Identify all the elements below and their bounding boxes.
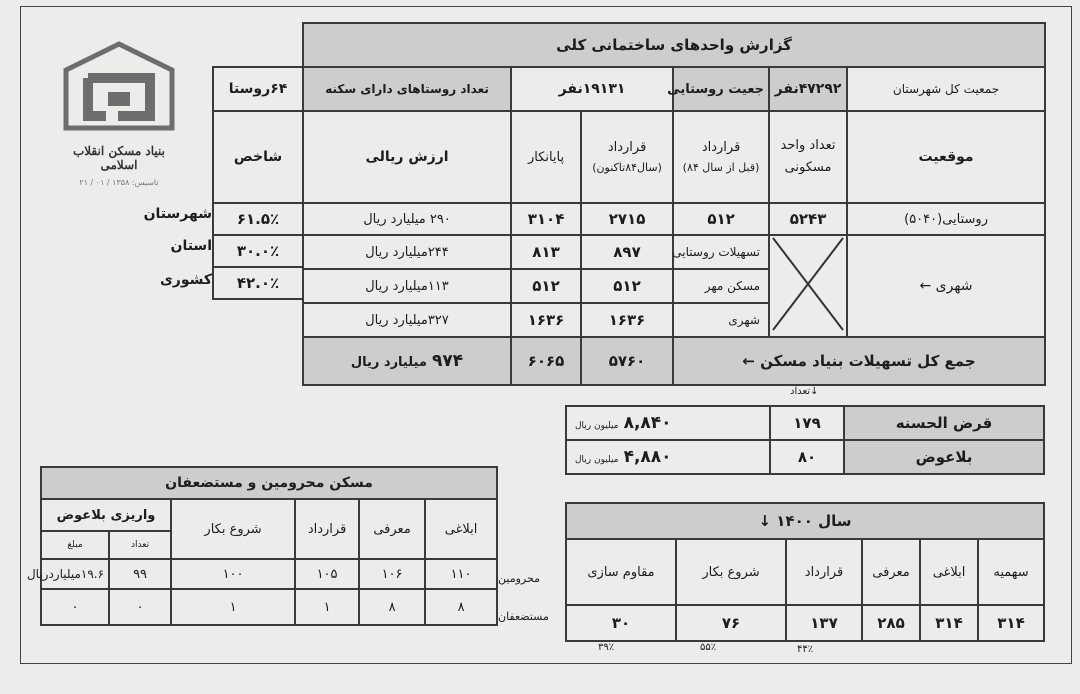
rural-population-value: ۱۹۱۳۱نفر — [511, 67, 673, 111]
deprived-header-contract: قرارداد — [295, 499, 359, 559]
county-population-value: ۴۷۲۹۲نفر — [769, 67, 847, 111]
facility-table — [302, 234, 1046, 386]
total-contract: ۵۷۶۰ — [581, 337, 673, 385]
total-label: جمع کل تسهیلات بنیاد مسکن ← — [673, 337, 1045, 385]
facility-contract-rural: ۸۹۷ — [581, 235, 673, 269]
villages-value: ۶۴روستا — [213, 67, 303, 111]
loan-count-grant: ۸۰ — [770, 440, 844, 474]
year1400-title: سال ۱۴۰۰ ↓ — [566, 503, 1044, 539]
header-contract-before — [673, 111, 769, 203]
logo-org-name: بنیاد مسکن انقلاب اسلامی — [72, 144, 166, 172]
index-province: ۳۰.۰٪ — [213, 235, 303, 267]
deprived-row2-introduced: ۸ — [359, 589, 425, 625]
urban-label: شهری ← — [847, 235, 1045, 337]
year1400-header-strengthening: مقاوم سازی — [566, 539, 676, 605]
year1400-header-started: شروع بکار — [676, 539, 786, 605]
header-contract-after-l1: قرارداد — [607, 140, 647, 155]
urban-units-crossed — [769, 235, 847, 337]
facility-completed-mehr: ۵۱۲ — [511, 269, 581, 303]
facility-completed-rural: ۸۱۳ — [511, 235, 581, 269]
year1400-notified: ۳۱۴ — [920, 605, 978, 641]
loans-count-note: تعداد↓ — [790, 386, 819, 397]
side-label-province: استان — [170, 238, 212, 254]
loan-count-qard: ۱۷۹ — [770, 406, 844, 440]
header-contract-after — [581, 111, 673, 203]
header-unit-count: تعداد واحد مسکونی — [769, 111, 847, 203]
year1400-introduced: ۲۸۵ — [862, 605, 920, 641]
total-value-unit: میلیارد ریال — [350, 355, 427, 370]
house-logo-icon — [58, 40, 180, 140]
main-report-table — [302, 22, 1046, 236]
facility-value-mehr: ۱۱۳میلیارد ریال — [303, 269, 511, 303]
year1400-percent-strengthening: ۳۹٪ — [598, 642, 615, 653]
total-value — [303, 337, 511, 385]
rural-population-label: جعیت روستایی — [673, 67, 769, 111]
county-population-label: جمعیت کل شهرستان — [847, 67, 1045, 111]
facility-label-rural: تسهیلات روستایی — [673, 235, 769, 269]
loan-amount-grant-cell — [566, 440, 770, 474]
deprived-row1-contract: ۱۰۵ — [295, 559, 359, 589]
facility-value-urban: ۳۲۷میلیارد ریال — [303, 303, 511, 337]
loan-label-qard: قرض الحسنه — [844, 406, 1044, 440]
header-rial-value: ارزش ریالی — [303, 111, 511, 203]
deprived-housing-table — [26, 466, 498, 626]
facility-contract-mehr: ۵۱۲ — [581, 269, 673, 303]
deprived-header-introduced: معرفی — [359, 499, 425, 559]
deprived-row2-count: ۰ — [109, 589, 171, 625]
facility-label-mehr: مسکن مهر — [673, 269, 769, 303]
facility-completed-urban: ۱۶۳۶ — [511, 303, 581, 337]
loan-amount-qard: ۸,۸۴۰ — [623, 413, 672, 433]
index-national: ۴۲.۰٪ — [213, 267, 303, 299]
year1400-percent-contract: ۴۴٪ — [797, 644, 814, 655]
year1400-percent-started: ۵۵٪ — [700, 642, 717, 653]
header-completed: پایانکار — [511, 111, 581, 203]
rural-row-contract-before: ۵۱۲ — [673, 203, 769, 235]
year1400-table — [565, 502, 1045, 642]
villages-value-box — [212, 66, 304, 112]
deprived-row1-started: ۱۰۰ — [171, 559, 295, 589]
year1400-strengthening: ۳۰ — [566, 605, 676, 641]
deprived-header-grant: واریزی بلاعوض — [41, 499, 171, 531]
loan-label-grant: بلاعوض — [844, 440, 1044, 474]
deprived-row2-amount: ۰ — [41, 589, 109, 625]
rural-row-value: ۲۹۰ میلیارد ریال — [303, 203, 511, 235]
year1400-contract: ۱۳۷ — [786, 605, 862, 641]
rural-row-index: ۶۱.۵٪ — [213, 203, 303, 235]
year1400-header-contract: قرارداد — [786, 539, 862, 605]
year1400-started: ۷۶ — [676, 605, 786, 641]
total-completed: ۶۰۶۵ — [511, 337, 581, 385]
deprived-row2-contract: ۱ — [295, 589, 359, 625]
loan-unit-qard: میلیون ریال — [575, 421, 619, 431]
deprived-header-grant-amount: مبلغ — [41, 531, 109, 559]
header-contract-after-l2: (سال۸۴تاکنون) — [592, 161, 662, 174]
deprived-header-grant-count: تعداد — [109, 531, 171, 559]
header-index: شاخص — [213, 111, 303, 203]
villages-label: تعداد روستاهای دارای سکنه — [303, 67, 511, 111]
logo-subtext: تاسیس: ۱۳۵۸ / ۰۱ / ۲۱ — [79, 178, 159, 187]
year1400-header-introduced: معرفی — [862, 539, 920, 605]
deprived-row1-amount: ۱۹.۶میلیاردریال — [41, 559, 109, 589]
rural-row-label: روستایی(۵۰۴۰) — [847, 203, 1045, 235]
side-label-national: کشوری — [159, 272, 212, 288]
deprived-row2-started: ۱ — [171, 589, 295, 625]
rural-row-completed: ۳۱۰۴ — [511, 203, 581, 235]
deprived-row2-label: مستضعفان — [498, 610, 549, 623]
report-title: گزارش واحدهای ساختمانی کلی — [303, 23, 1045, 67]
facility-label-urban: شهری — [673, 303, 769, 337]
foundation-logo — [58, 40, 180, 190]
index-column — [212, 110, 304, 236]
year1400-header-quota: سهمیه — [978, 539, 1044, 605]
loan-amount-qard-cell — [566, 406, 770, 440]
deprived-row1-notified: ۱۱۰ — [425, 559, 497, 589]
deprived-row1-label: محرومین — [498, 572, 540, 585]
header-contract-before-l1: قرارداد — [701, 140, 741, 155]
deprived-row2-notified: ۸ — [425, 589, 497, 625]
facility-contract-urban: ۱۶۳۶ — [581, 303, 673, 337]
deprived-header-started: شروع بکار — [171, 499, 295, 559]
facility-value-rural: ۲۴۴میلیارد ریال — [303, 235, 511, 269]
header-contract-before-l2: (قبل از سال ۸۴) — [682, 161, 760, 174]
loan-amount-grant: ۴,۸۸۰ — [623, 447, 672, 467]
year1400-header-notified: ابلاغی — [920, 539, 978, 605]
cross-mark-icon — [771, 236, 845, 332]
deprived-header-notified: ابلاغی — [425, 499, 497, 559]
loan-unit-grant: میلیون ریال — [575, 455, 619, 465]
deprived-row1-count: ۹۹ — [109, 559, 171, 589]
loans-table — [565, 405, 1045, 475]
header-location: موقعیت — [847, 111, 1045, 203]
side-label-county: شهرستان — [143, 206, 212, 222]
deprived-title: مسکن محرومین و مستضعفان — [41, 467, 497, 499]
rural-row-units: ۵۲۴۳ — [769, 203, 847, 235]
index-extra-cells — [212, 234, 304, 300]
total-value-number: ۹۷۴ — [432, 351, 464, 371]
deprived-row1-introduced: ۱۰۶ — [359, 559, 425, 589]
rural-row-contract-after: ۲۷۱۵ — [581, 203, 673, 235]
year1400-quota: ۳۱۴ — [978, 605, 1044, 641]
